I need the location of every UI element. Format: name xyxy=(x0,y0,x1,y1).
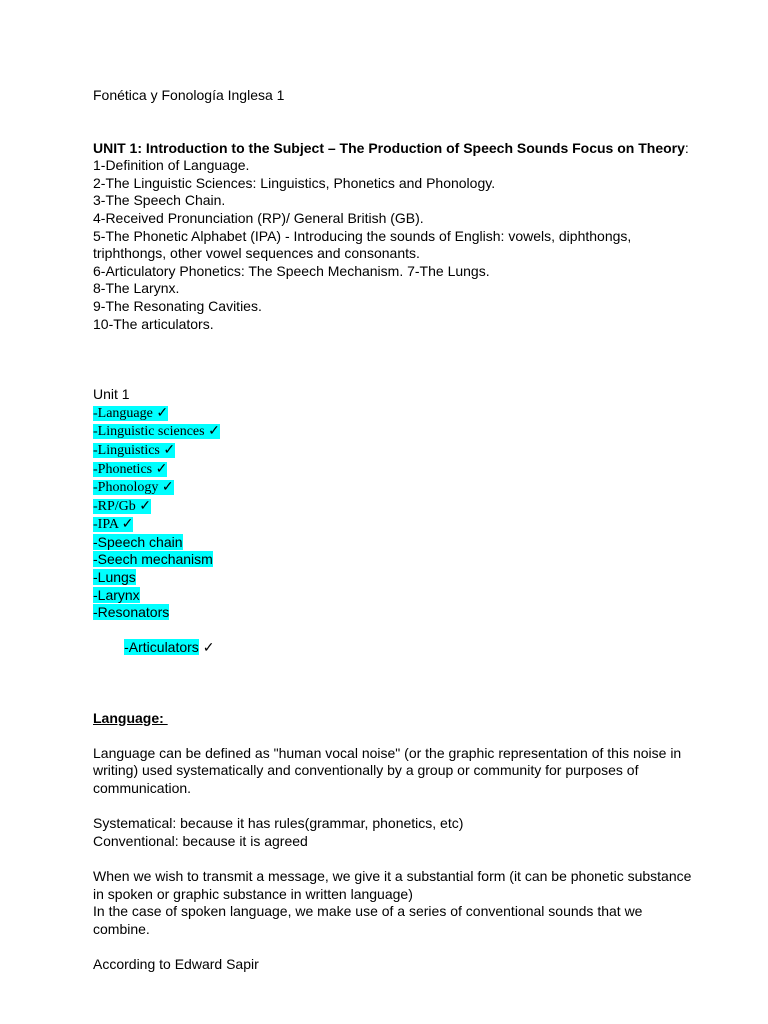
checklist-item-label: -Articulators xyxy=(124,639,199,656)
checklist-item xyxy=(93,404,693,423)
syllabus-item: 2-The Linguistic Sciences: Linguistics, Phonetics and Phonology. xyxy=(93,174,496,191)
checklist-item-label: -Linguistics ✓ xyxy=(93,442,176,458)
unit-heading xyxy=(93,140,693,158)
checklist-item xyxy=(93,478,693,497)
paragraph-line: According to Edward Sapir xyxy=(93,955,259,972)
checklist-item-label: -Language ✓ xyxy=(93,405,169,421)
checklist-item-label: -Speech chain xyxy=(93,533,183,550)
checklist-item xyxy=(93,604,693,622)
syllabus-item: 4-Received Pronunciation (RP)/ General British (GB). xyxy=(93,209,424,226)
section-heading-language: Language: xyxy=(93,709,168,726)
checklist-item xyxy=(93,569,693,587)
checklist-item xyxy=(93,460,693,479)
checklist-section xyxy=(93,386,693,675)
checklist-item-label: -Phonology ✓ xyxy=(93,480,174,496)
checklist-item xyxy=(93,515,693,534)
syllabus-item: 9-The Resonating Cavities. xyxy=(93,297,262,314)
syllabus-item: 10-The articulators. xyxy=(93,315,214,332)
syllabus-item: 3-The Speech Chain. xyxy=(93,192,226,209)
checklist-item xyxy=(93,622,693,675)
checklist-item xyxy=(93,422,693,441)
checklist-item xyxy=(93,534,693,552)
paragraph xyxy=(93,815,693,850)
unit-heading-text: UNIT 1: Introduction to the Subject – The Production of Speech Sounds Focus on Theory xyxy=(93,139,685,156)
check-mark: ✓ xyxy=(198,639,215,656)
paragraph-line: Systematical: because it has rules(grammar, phonetics, etc) xyxy=(93,815,464,832)
paragraph-line: In the case of spoken language, we make use of a series of conventional sounds that we combine. xyxy=(93,903,647,937)
checklist-item-label: -Larynx xyxy=(93,586,140,603)
paragraph xyxy=(93,867,696,938)
checklist-item xyxy=(93,497,693,516)
checklist-title: Unit 1 xyxy=(93,386,130,403)
checklist xyxy=(93,404,693,622)
checklist-item-label: -RP/Gb ✓ xyxy=(93,498,152,514)
paragraph-line: Language can be defined as "human vocal noise" (or the graphic representation of this noise in writing) used systematically and conventionally by a group or community for purposes of communication. xyxy=(93,744,686,796)
body-paragraphs xyxy=(93,744,696,974)
checklist-item xyxy=(93,587,693,605)
syllabus-list xyxy=(93,157,693,333)
syllabus-item: 8-The Larynx. xyxy=(93,280,180,297)
checklist-item-label: -Phonetics ✓ xyxy=(93,461,168,477)
paragraph-line: Conventional: because it is agreed xyxy=(93,832,308,849)
document-title: Fonética y Fonología Inglesa 1 xyxy=(93,87,285,103)
paragraph-line: When we wish to transmit a message, we give it a substantial form (it can be phonetic substance in spoken or graphic substance in written language) xyxy=(93,867,696,902)
paragraph xyxy=(93,956,693,974)
checklist-item-label: -Seech mechanism xyxy=(93,551,213,568)
checklist-item-label: -IPA ✓ xyxy=(93,517,134,533)
unit-heading-colon: : xyxy=(684,139,689,156)
syllabus-item: 5-The Phonetic Alphabet (IPA) - Introducing the sounds of English: vowels, diphthongs, triphthongs, other vowel sequences and consonants. xyxy=(93,227,636,262)
document-content xyxy=(93,87,696,974)
checklist-item xyxy=(93,551,693,569)
checklist-item-label: -Lungs xyxy=(93,569,136,586)
paragraph xyxy=(93,745,693,798)
syllabus-item: 1-Definition of Language. xyxy=(93,157,250,174)
checklist-item-label: -Linguistic sciences ✓ xyxy=(93,424,220,440)
checklist-item xyxy=(93,441,693,460)
syllabus-item: 6-Articulatory Phonetics: The Speech Mechanism. 7-The Lungs. xyxy=(93,262,490,279)
checklist-item-label: -Resonators xyxy=(93,604,170,621)
